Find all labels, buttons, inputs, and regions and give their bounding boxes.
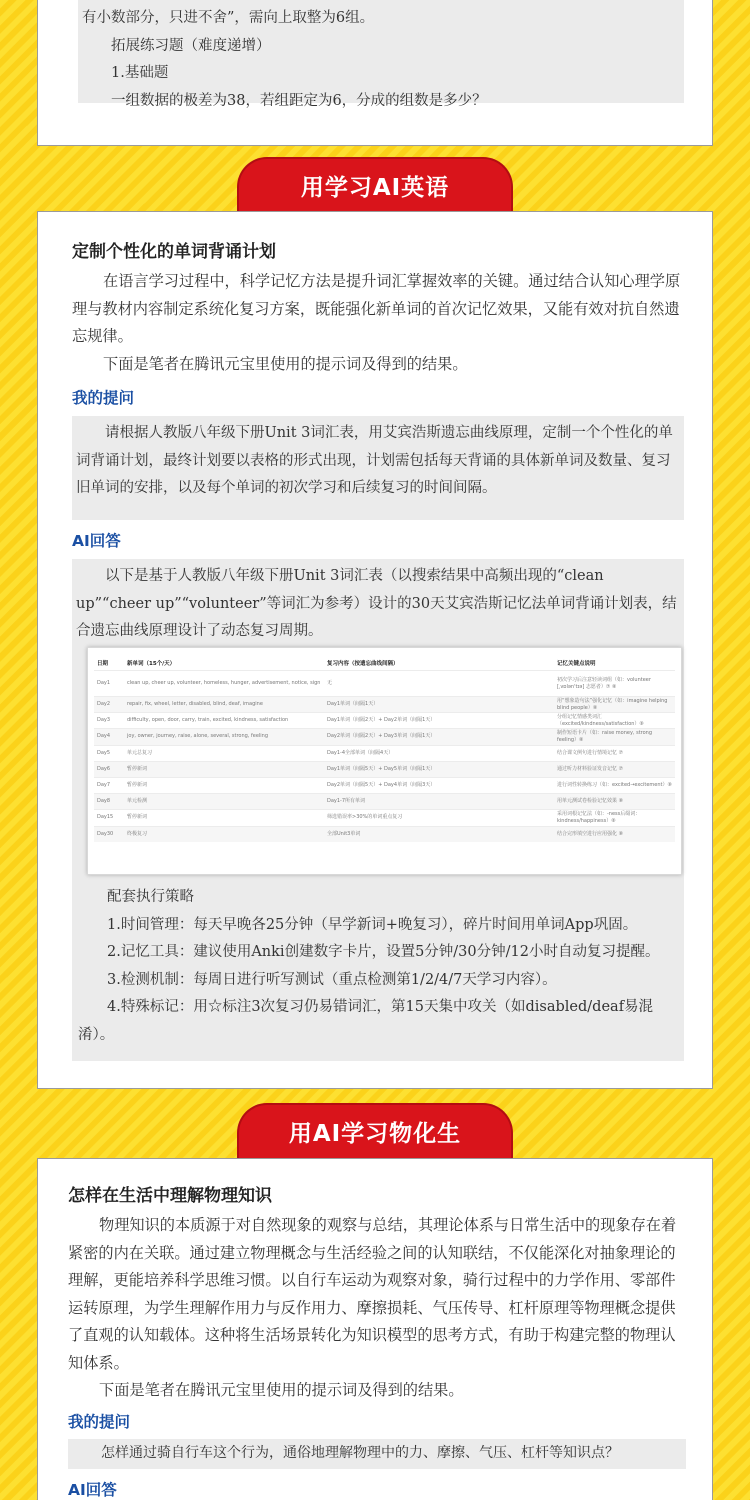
table-header: 记忆关键点说明 bbox=[557, 661, 596, 667]
table-cell: 结合课文例句进行情境记忆 ⑦ bbox=[554, 745, 675, 761]
table-cell: 暂停新词 bbox=[124, 761, 324, 777]
table-cell: 结合完形填空进行应用强化 ⑧ bbox=[554, 826, 675, 842]
table-cell: 制作短语卡片（如：raise money, strong feeling）⑧ bbox=[554, 729, 675, 745]
answer-text: 以下是基于人教版八年级下册Unit 3词汇表（以搜索结果中高频出现的“clean up”“cheer up”“volunteer”等词汇为参考）设计的30天艾宾浩斯记忆法单词背诵计划表，结合遗忘曲线原理设计了动态复习周期。 bbox=[76, 568, 677, 639]
table-row bbox=[94, 745, 675, 761]
prompt-text: 请根据人教版八年级下册Unit 3词汇表，用艾宾浩斯遗忘曲线原理，定制一个个性化的单词背诵计划，最终计划要以表格的形式出现，计划需包括每天背诵的具体新单词及数量、复习旧单词的安排，以及每个单词的初次学习和后续复习的时间间隔。 bbox=[76, 425, 673, 496]
my-prompt-label: 我的提问 bbox=[72, 389, 135, 407]
strategy-item: 3.检测机制：每周日进行听写测试（重点检测第1/2/4/7天学习内容）。 bbox=[107, 971, 557, 988]
plan-table-screenshot bbox=[87, 647, 682, 875]
my-prompt-label: 我的提问 bbox=[68, 1413, 131, 1431]
table-cell: 暂停新词 bbox=[124, 810, 324, 826]
table-cell: Day1单词（间隔1天） bbox=[324, 697, 554, 713]
strategy-item: 1.时间管理：每天早晚各25分钟（早学新词+晚复习），碎片时间用单词App巩固。 bbox=[107, 916, 638, 933]
section-tab-english: 用学习AI英语 bbox=[237, 157, 513, 213]
table-cell: 采用词根记忆法（如：-ness后缀词：kindness/happiness）⑧ bbox=[554, 810, 675, 826]
table-cell: Day2单词（间隔2天）+ Day3单词（间隔1天） bbox=[324, 729, 554, 745]
strategy-item: 2.记忆工具：建议使用Anki创建数字卡片，设置5分钟/30分钟/12小时自动复习提醒。 bbox=[107, 944, 660, 960]
intro-paragraph-2: 下面是笔者在腾讯元宝里使用的提示词及得到的结果。 bbox=[103, 354, 468, 373]
table-header-row bbox=[94, 656, 675, 671]
table-cell: 单元总复习 bbox=[124, 745, 324, 761]
intro-paragraph: 物理知识的本质源于对自然现象的观察与总结，其理论体系与日常生活中的现象存在着紧密的内在关联。通过建立物理概念与生活经验之间的认知联结，不仅能深化对抽象理论的理解，更能培养科学思维习惯。以自行车运动为观察对象，骑行过程中的力学作用、零部件运转原理，为学生理解作用力与反作用力、摩擦损耗、气压传导、杠杆原理等物理概念提供了直观的认知载体。这种将生活场景转化为知识模型的思考方式，有助于构建完整的物理认知体系。 bbox=[68, 1216, 677, 1372]
table-cell: Day1 bbox=[94, 671, 124, 697]
table-cell: 初次学习后注意轻读词组（如：volunteer [ˌvɒlən'tɪə] 志愿者）⑦ ⑧ bbox=[554, 671, 675, 697]
plan-table bbox=[94, 656, 675, 842]
table-row bbox=[94, 777, 675, 793]
table-cell: Day1单词（间隔2天）+ Day2单词（间隔1天） bbox=[324, 713, 554, 729]
table-cell: Day1-7所有单词 bbox=[324, 794, 554, 810]
strategy-title: 配套执行策略 bbox=[107, 889, 194, 905]
exercise-line: 1.基础题 bbox=[111, 65, 169, 81]
table-cell: 暂停新词 bbox=[124, 777, 324, 793]
table-cell: Day6 bbox=[94, 761, 124, 777]
table-row bbox=[94, 810, 675, 826]
intro-text bbox=[68, 1212, 686, 1405]
table-cell: 进行词性转换练习（如：excited→excitement）⑧ bbox=[554, 777, 675, 793]
section-tab-science: 用AI学习物化生 bbox=[237, 1103, 513, 1159]
table-cell: joy, owner, journey, raise, alone, several, strong, feeling bbox=[124, 729, 324, 745]
table-cell: 全部Unit3单词 bbox=[324, 826, 554, 842]
intro-paragraph: 在语言学习过程中，科学记忆方法是提升词汇掌握效率的关键。通过结合认知心理学原理与教材内容制定系统化复习方案，既能强化新单词的首次记忆效果，又能有效对抗自然遗忘规律。 bbox=[72, 272, 681, 345]
table-cell: Day1单词（间隔5天）+ Day5单词（间隔1天） bbox=[324, 761, 554, 777]
table-header: 日期 bbox=[97, 661, 109, 667]
intro-paragraph-2: 下面是笔者在腾讯元宝里使用的提示词及得到的结果。 bbox=[99, 1381, 464, 1399]
exercise-block bbox=[78, 0, 684, 109]
table-cell: Day3 bbox=[94, 713, 124, 729]
table-cell: 分组记忆情感类词汇（excited/kindness/satisfaction）⑧ bbox=[554, 713, 675, 729]
table-cell: clean up, cheer up, volunteer, homeless, hunger, advertisement, notice, sign bbox=[124, 671, 324, 697]
section-heading: 怎样在生活中理解物理知识 bbox=[68, 1186, 272, 1206]
table-cell: Day1-4全部单词（间隔4天） bbox=[324, 745, 554, 761]
prompt-block bbox=[68, 1439, 686, 1469]
table-cell: Day4 bbox=[94, 729, 124, 745]
table-cell: Day7 bbox=[94, 777, 124, 793]
ai-answer-label: AI回答 bbox=[72, 532, 121, 550]
strategy-item: 4.特殊标记：用☆标注3次复习仍易错词汇，第15天集中攻关（如disabled/deaf易混淆）。 bbox=[78, 999, 654, 1043]
table-cell: 通过听力材料验证发音记忆 ⑦ bbox=[554, 761, 675, 777]
table-cell: 无 bbox=[324, 671, 554, 697]
table-row bbox=[94, 697, 675, 713]
table-row bbox=[94, 671, 675, 697]
table-header: 复习内容（按遗忘曲线间隔） bbox=[327, 661, 399, 667]
ai-answer-label: AI回答 bbox=[68, 1481, 117, 1499]
prompt-text: 怎样通过骑自行车这个行为，通俗地理解物理中的力、摩擦、气压、杠杆等知识点？ bbox=[101, 1445, 619, 1461]
table-cell: 终极复习 bbox=[124, 826, 324, 842]
table-cell: repair, fix, wheel, letter, disabled, blind, deaf, imagine bbox=[124, 697, 324, 713]
table-cell: 用“想象造句法”强化记忆（如：imagine helping blind people）⑧ bbox=[554, 697, 675, 713]
table-header: 新单词（15个/天） bbox=[127, 661, 176, 667]
exercise-line: 有小数部分，只进不舍”，需向上取整为6组。 bbox=[82, 10, 375, 26]
table-cell: Day15 bbox=[94, 810, 124, 826]
exercise-line: 拓展练习题（难度递增） bbox=[111, 37, 271, 54]
prompt-block bbox=[72, 416, 684, 520]
table-cell: Day2 bbox=[94, 697, 124, 713]
table-cell: Day30 bbox=[94, 826, 124, 842]
table-cell: Day5 bbox=[94, 745, 124, 761]
table-cell: 单元检测 bbox=[124, 794, 324, 810]
table-row bbox=[94, 713, 675, 729]
table-row bbox=[94, 761, 675, 777]
table-cell: Day8 bbox=[94, 794, 124, 810]
table-cell: difficulty, open, door, carry, train, excited, kindness, satisfaction bbox=[124, 713, 324, 729]
table-row bbox=[94, 826, 675, 842]
table-cell: 筛选错误率>30%的单词重点复习 bbox=[324, 810, 554, 826]
strategy-block bbox=[76, 884, 680, 1056]
exercise-line: 一组数据的极差为38，若组距定为6，分成的组数是多少？ bbox=[111, 92, 487, 109]
intro-text bbox=[72, 268, 686, 378]
table-row bbox=[94, 794, 675, 810]
section-heading: 定制个性化的单词背诵计划 bbox=[72, 242, 276, 262]
table-cell: Day2单词（间隔5天）+ Day4单词（间隔3天） bbox=[324, 777, 554, 793]
table-row bbox=[94, 729, 675, 745]
table-cell: 用单元测试卷检验记忆效果 ⑧ bbox=[554, 794, 675, 810]
